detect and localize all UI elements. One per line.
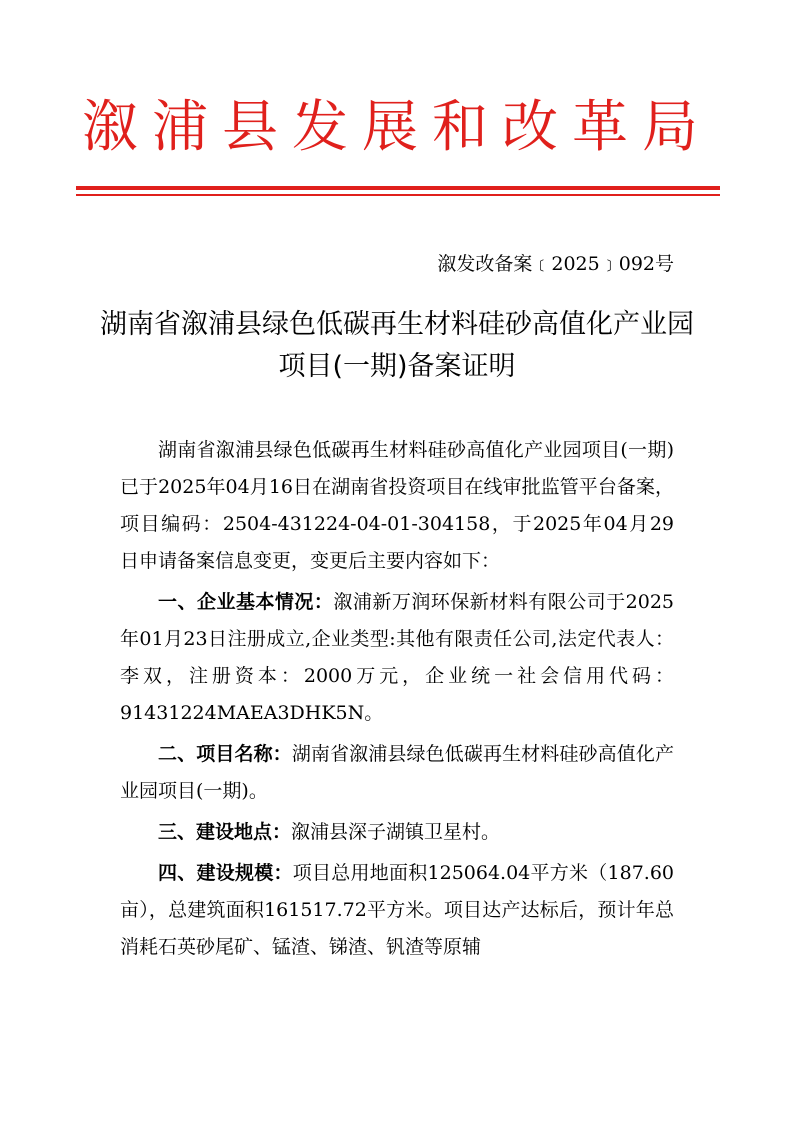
issuer-header-title: 溆浦县发展和改革局 xyxy=(82,95,712,160)
document-body xyxy=(120,432,674,970)
section-text: 溆浦新万润环保新材料有限公司于2025年01月23日注册成立,企业类型:其他有限责任公司,法定代表人：李双，注册资本：2000万元，企业统一社会信用代码：91431224MAEA3DHK5N。 xyxy=(120,591,674,724)
header-rule-thick xyxy=(76,186,720,190)
intro-paragraph: 湖南省溆浦县绿色低碳再生材料硅砂高值化产业园项目(一期)已于2025年04月16日在湖南省投资项目在线审批监管平台备案，项目编码：2504-431224-04-01-304158，于2025年04月29日申请备案信息变更，变更后主要内容如下： xyxy=(120,439,674,572)
section-heading: 二、项目名称： xyxy=(158,743,292,765)
section-project-name xyxy=(120,736,674,810)
section-heading: 四、建设规模： xyxy=(158,862,293,884)
section-enterprise-info xyxy=(120,584,674,732)
header-rule-thin xyxy=(76,194,720,196)
section-heading: 三、建设地点： xyxy=(158,821,292,843)
section-text: 项目总用地面积125064.04平方米（187.60亩），总建筑面积161517.72平方米。项目达产达标后，预计年总消耗石英砂尾矿、锰渣、锑渣、钒渣等原辅 xyxy=(120,862,674,958)
document-number: 溆发改备案﹝2025﹞092号 xyxy=(437,253,674,275)
section-text: 溆浦县深子湖镇卫星村。 xyxy=(291,821,501,843)
section-scale xyxy=(120,855,674,966)
section-heading: 一、企业基本情况： xyxy=(158,591,334,613)
section-text: 湖南省溆浦县绿色低碳再生材料硅砂高值化产业园项目(一期)。 xyxy=(120,743,674,802)
section-location xyxy=(120,814,674,851)
document-title: 湖南省溆浦县绿色低碳再生材料硅砂高值化产业园项目(一期)备案证明 xyxy=(100,309,694,382)
